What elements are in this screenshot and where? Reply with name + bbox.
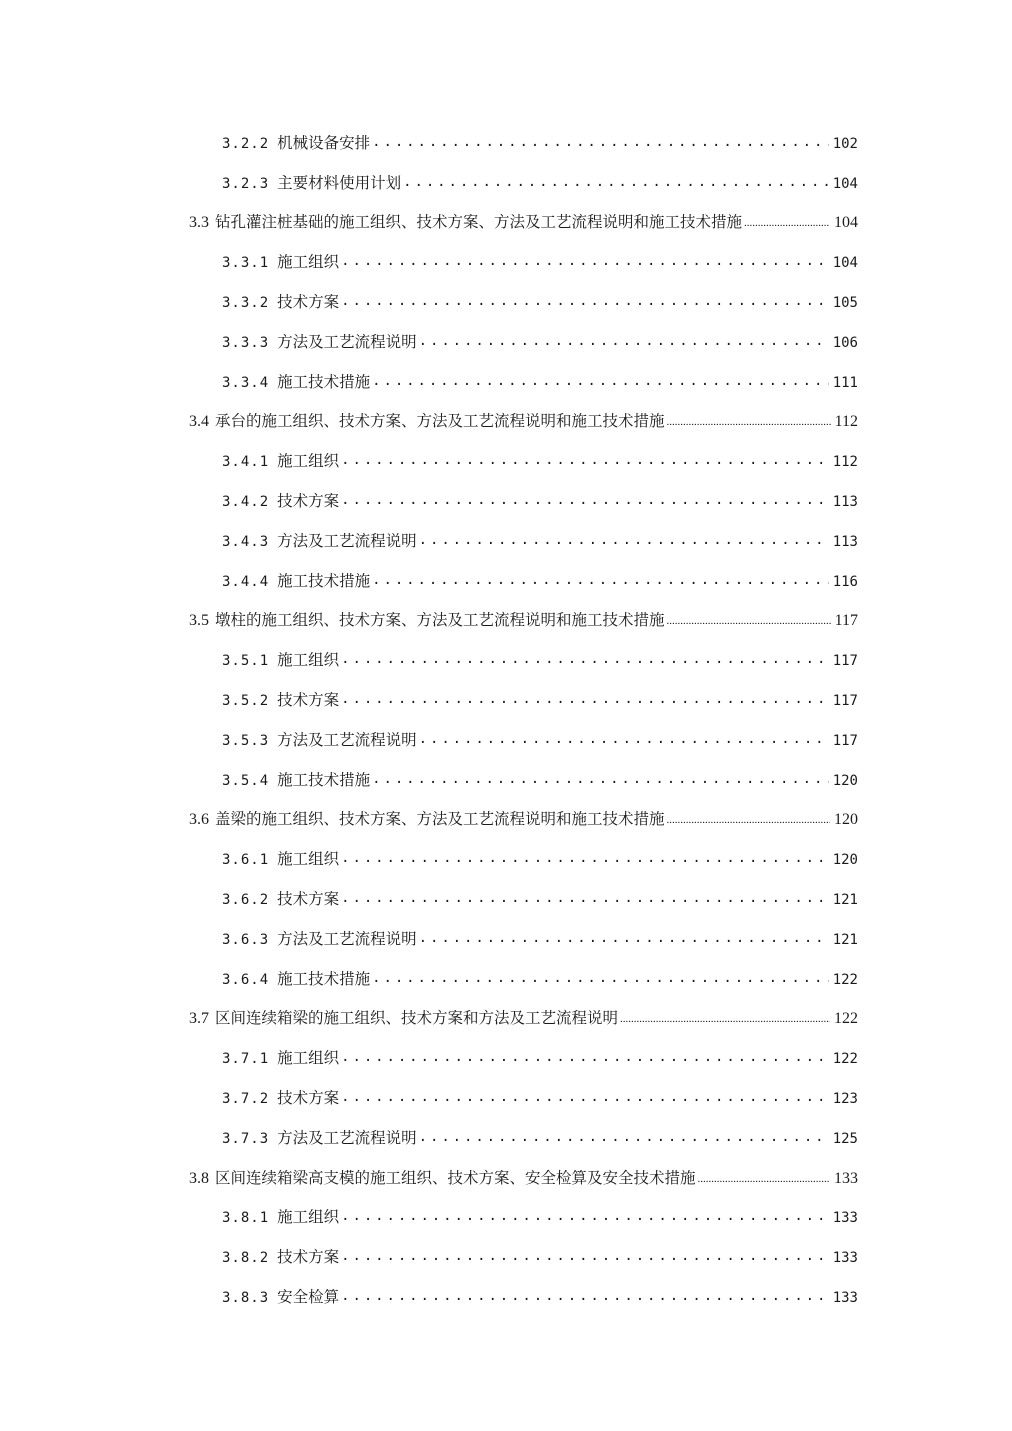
toc-section-entry[interactable] [0,799,1012,839]
toc-subsection-entry[interactable] [0,281,1012,321]
toc-subsection-entry[interactable] [0,918,1012,958]
toc-entry-number: 3.7.3 [222,1130,270,1147]
toc-subsection-entry[interactable] [0,1117,1012,1157]
dot-leader [341,1286,829,1302]
toc-entry-title: 承台的施工组织、技术方案、方法及工艺流程说明和施工技术措施 [215,412,665,431]
dot-leader [698,1167,830,1183]
toc-subsection-entry[interactable] [0,321,1012,361]
dot-leader [419,530,829,546]
toc-entry-title: 技术方案 [277,691,340,710]
toc-entry-number: 3.3.4 [222,374,270,391]
dot-leader [403,172,829,188]
toc-subsection-entry[interactable] [0,241,1012,281]
toc-entry-title: 方法及工艺流程说明 [277,1128,417,1147]
toc-subsection-entry[interactable] [0,1236,1012,1276]
toc-entry-number: 3.5.4 [222,772,270,789]
table-of-contents [0,122,1012,1316]
toc-entry-number: 3.7.1 [222,1051,270,1068]
toc-entry-number: 3.2.2 [222,135,270,152]
toc-entry-page-number: 106 [832,334,858,351]
toc-entry-number: 3.6.4 [222,971,270,988]
toc-entry-page-number: 112 [834,413,858,431]
toc-entry-page-number: 104 [832,255,858,272]
toc-section-entry[interactable] [0,1157,1012,1197]
toc-entry-page-number: 104 [832,175,858,192]
toc-entry-page-number: 111 [832,374,858,391]
toc-subsection-entry[interactable] [0,759,1012,799]
dot-leader [341,649,829,665]
toc-entry-title: 主要材料使用计划 [277,173,402,192]
dot-leader [372,132,829,148]
toc-section-entry[interactable] [0,998,1012,1038]
dot-leader [744,211,830,227]
dot-leader [341,450,829,466]
dot-leader [341,1246,829,1262]
toc-entry-title: 机械设备安排 [277,133,371,152]
dot-leader [667,808,830,824]
toc-entry-page-number: 113 [832,533,858,550]
toc-entry-title: 施工组织 [277,850,340,869]
toc-subsection-entry[interactable] [0,480,1012,520]
toc-entry-number: 3.5.1 [222,653,270,670]
dot-leader [341,689,829,705]
toc-entry-page-number: 123 [832,1091,858,1108]
toc-entry-page-number: 104 [834,214,858,232]
dot-leader [372,968,829,984]
dot-leader [341,1087,829,1103]
toc-entry-number: 3.8 [189,1169,209,1187]
toc-entry-number: 3.5 [189,612,209,630]
toc-entry-page-number: 133 [832,1290,858,1306]
toc-entry-number: 3.6 [189,811,209,829]
toc-entry-page-number: 133 [832,1210,858,1227]
toc-entry-title: 技术方案 [277,492,340,511]
toc-entry-number: 3.4.4 [222,573,270,590]
toc-entry-title: 技术方案 [277,293,340,312]
toc-entry-number: 3.2.3 [222,175,270,192]
toc-entry-page-number: 102 [832,135,858,152]
dot-leader [341,848,829,864]
toc-entry-title: 技术方案 [277,890,340,909]
toc-subsection-entry[interactable] [0,838,1012,878]
toc-subsection-entry[interactable] [0,560,1012,600]
toc-entry-page-number: 122 [832,971,858,988]
toc-entry-number: 3.4.2 [222,494,270,511]
dot-leader [372,570,829,586]
toc-entry-title: 施工组织 [277,651,340,670]
toc-entry-title: 方法及工艺流程说明 [277,929,417,948]
dot-leader [341,1047,829,1063]
toc-entry-number: 3.7 [189,1010,209,1028]
toc-entry-title: 施工技术措施 [277,571,371,590]
toc-entry-number: 3.3 [189,214,209,232]
toc-entry-title: 施工技术措施 [277,969,371,988]
toc-entry-title: 钻孔灌注桩基础的施工组织、技术方案、方法及工艺流程说明和施工技术措施 [215,213,743,232]
toc-entry-page-number: 117 [832,653,858,670]
toc-subsection-entry[interactable] [0,1197,1012,1237]
toc-entry-page-number: 121 [832,892,858,909]
toc-entry-title: 施工技术措施 [277,770,371,789]
toc-subsection-entry[interactable] [0,1077,1012,1117]
toc-entry-title: 技术方案 [277,1089,340,1108]
toc-entry-title: 技术方案 [277,1248,340,1267]
toc-entry-page-number: 117 [832,693,858,710]
dot-leader [419,928,829,944]
toc-entry-number: 3.4.3 [222,533,270,550]
dot-leader [620,1007,830,1023]
dot-leader [667,410,831,426]
toc-entry-page-number: 117 [834,612,858,630]
toc-entry-page-number: 125 [832,1130,858,1147]
toc-entry-page-number: 113 [832,494,858,511]
toc-subsection-entry[interactable] [0,719,1012,759]
toc-entry-number: 3.6.2 [222,892,270,909]
toc-entry-page-number: 120 [832,852,858,869]
toc-entry-number: 3.8.3 [222,1290,270,1306]
toc-entry-title: 墩柱的施工组织、技术方案、方法及工艺流程说明和施工技术措施 [215,611,665,630]
toc-entry-title: 方法及工艺流程说明 [277,730,417,749]
toc-entry-page-number: 120 [834,811,858,829]
toc-entry-number: 3.5.2 [222,693,270,710]
toc-subsection-entry[interactable] [0,361,1012,401]
toc-entry-number: 3.3.1 [222,255,270,272]
toc-subsection-entry[interactable] [0,958,1012,998]
dot-leader [341,888,829,904]
toc-entry-number: 3.7.2 [222,1091,270,1108]
toc-entry-number: 3.3.3 [222,334,270,351]
toc-entry-title: 安全检算 [277,1288,340,1306]
toc-entry-number: 3.8.1 [222,1210,270,1227]
toc-entry-number: 3.4.1 [222,454,270,471]
toc-entry-title: 区间连续箱梁的施工组织、技术方案和方法及工艺流程说明 [215,1009,619,1028]
toc-entry-title: 施工组织 [277,253,340,272]
toc-entry-page-number: 133 [834,1169,858,1187]
dot-leader [372,371,829,387]
toc-entry-page-number: 117 [832,732,858,749]
toc-subsection-entry[interactable] [0,639,1012,679]
toc-entry-number: 3.4 [189,413,209,431]
toc-section-entry[interactable] [0,401,1012,441]
toc-entry-number: 3.6.3 [222,931,270,948]
toc-entry-number: 3.3.2 [222,295,270,312]
toc-subsection-entry[interactable] [0,878,1012,918]
toc-entry-title: 方法及工艺流程说明 [277,332,417,351]
toc-entry-page-number: 112 [832,454,858,471]
toc-entry-page-number: 105 [832,295,858,312]
toc-entry-page-number: 120 [832,772,858,789]
dot-leader [419,331,829,347]
toc-entry-page-number: 133 [832,1250,858,1267]
toc-entry-title: 区间连续箱梁高支模的施工组织、技术方案、安全检算及安全技术措施 [215,1168,696,1187]
dot-leader [667,609,831,625]
toc-subsection-entry[interactable] [0,162,1012,202]
dot-leader [419,1127,829,1143]
toc-entry-title: 施工组织 [277,1049,340,1068]
dot-leader [341,291,829,307]
toc-entry-title: 施工技术措施 [277,372,371,391]
toc-entry-page-number: 121 [832,931,858,948]
toc-subsection-entry[interactable] [0,520,1012,560]
dot-leader [419,729,829,745]
toc-section-entry[interactable] [0,600,1012,640]
toc-entry-title: 施工组织 [277,452,340,471]
toc-subsection-entry[interactable] [0,679,1012,719]
toc-entry-number: 3.5.3 [222,732,270,749]
toc-subsection-entry[interactable] [0,1037,1012,1077]
toc-section-entry[interactable] [0,202,1012,242]
toc-entry-page-number: 122 [834,1010,858,1028]
dot-leader [341,1206,829,1222]
toc-entry-number: 3.8.2 [222,1250,270,1267]
dot-leader [341,490,829,506]
toc-entry-title: 盖梁的施工组织、技术方案、方法及工艺流程说明和施工技术措施 [215,810,665,829]
toc-entry-title: 方法及工艺流程说明 [277,531,417,550]
toc-entry-page-number: 116 [832,573,858,590]
toc-entry-page-number: 122 [832,1051,858,1068]
toc-subsection-entry[interactable] [0,1276,1012,1316]
dot-leader [341,251,829,267]
toc-subsection-entry[interactable] [0,440,1012,480]
dot-leader [372,769,829,785]
toc-entry-number: 3.6.1 [222,852,270,869]
toc-subsection-entry[interactable] [0,122,1012,162]
toc-entry-title: 施工组织 [277,1208,340,1227]
